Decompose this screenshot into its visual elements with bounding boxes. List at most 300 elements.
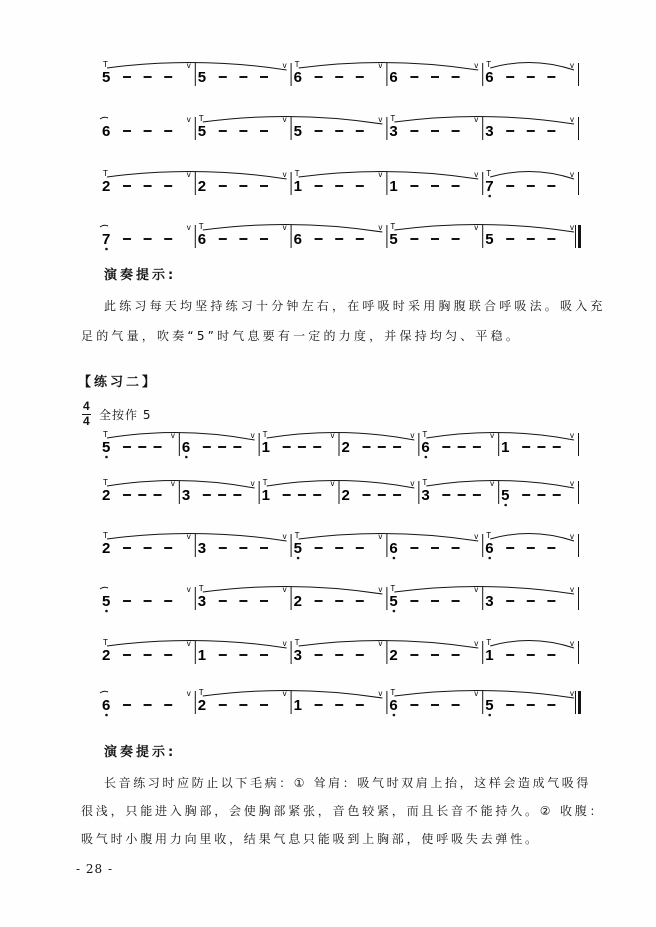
ex2-row-2-tongue-mark: T — [486, 531, 492, 540]
ex2-row-0-breath-mark: v — [330, 431, 335, 440]
ex2-row-3-dash — [260, 600, 268, 602]
ex2-row-0-note: 6 — [181, 439, 191, 456]
ex2-row-5-slur-end — [100, 691, 108, 693]
ex1-row-2-octave-dot — [488, 195, 491, 198]
ex2-row-2-note: 5 — [293, 540, 302, 557]
ex2-row-4-dash — [315, 654, 323, 656]
ex2-row-0-barline — [259, 433, 260, 456]
ex2-row-1-barline — [578, 481, 579, 504]
ex1-row-1-breath-mark: v — [378, 115, 383, 124]
ex2-row-1-slur — [107, 480, 255, 488]
ex1-row-1-note: 3 — [485, 123, 494, 140]
ex1-row-2-note: 1 — [389, 178, 398, 195]
ex2-row-2-dash — [547, 547, 555, 549]
ex2-row-2-dash — [410, 547, 418, 549]
tips2-heading: 演奏提示: — [104, 745, 177, 760]
ex2-row-5-dash — [431, 704, 439, 706]
ex2-row-5-dash — [315, 704, 323, 706]
ex2-row-4-barline — [195, 641, 196, 664]
ex2-row-4-slur — [107, 640, 287, 648]
ex2-row-0-dash — [553, 446, 561, 448]
ex1-row-3-breath-mark: v — [570, 223, 574, 232]
ex1-row-2-dash — [431, 185, 439, 187]
ex1-row-2-barline — [578, 172, 579, 195]
ex2-row-1-slur — [426, 480, 574, 488]
ex2-row-5-dash — [144, 704, 152, 706]
ex2-row-5-dash — [452, 704, 460, 706]
ex1-row-1-dash — [123, 130, 131, 132]
time-signature-top: 4 — [83, 399, 90, 413]
ex2-row-2-note: 2 — [102, 540, 111, 557]
ex2-row-1-dash — [218, 494, 226, 496]
ex2-row-5-barline — [291, 691, 292, 714]
ex2-row-4-dash — [410, 654, 418, 656]
ex2-row-4-barline — [386, 641, 387, 664]
ex2-row-3-dash — [239, 600, 247, 602]
ex2-row-4-barline — [291, 641, 292, 664]
ex1-row-1-dash — [506, 130, 514, 132]
ex1-row-0-note: 6 — [389, 69, 398, 86]
ex1-row-1-dash — [219, 130, 227, 132]
ex2-row-1-barline — [418, 481, 419, 504]
ex2-row-2-note: 6 — [389, 540, 398, 557]
ex1-row-3-note: 6 — [197, 231, 207, 248]
ex2-row-3-dash — [335, 600, 343, 602]
ex2-row-3-dash — [506, 600, 514, 602]
ex2-row-0-barline — [339, 433, 340, 456]
ex2-row-0-tongue-mark: T — [103, 430, 108, 439]
ex2-row-0-dash — [283, 446, 291, 448]
ex2-row-4-dash — [452, 654, 460, 656]
ex1-row-3-breath-mark: v — [474, 223, 479, 232]
ex1-row-1-dash — [335, 130, 343, 132]
ex2-row-2-dash — [219, 547, 227, 549]
ex1-row-3-note: 7 — [102, 231, 111, 248]
ex2-row-0-tongue-mark: T — [262, 430, 268, 439]
ex2-row-0-dash — [298, 446, 306, 448]
ex2-row-4-dash — [335, 654, 343, 656]
ex1-row-2-dash — [219, 185, 227, 187]
ex2-row-4-dash — [356, 654, 364, 656]
ex1-row-1-barline — [195, 117, 196, 140]
ex1-row-0-dash — [239, 76, 247, 78]
ex2-row-1-breath-mark: v — [410, 479, 415, 488]
ex2-row-1-note: 3 — [421, 487, 430, 504]
ex1-row-3-final-barline-thin — [575, 225, 576, 248]
ex2-row-0-octave-dot — [105, 456, 108, 459]
ex2-row-1-dash — [378, 494, 386, 496]
ex1-row-1-dash — [527, 130, 535, 132]
tips2-line-3: 吸气时小腹用力向里收，结果气息只能吸到上胸部，使呼吸失去弹性。 — [81, 832, 540, 846]
ex2-row-4-breath-mark: v — [474, 639, 479, 648]
ex2-row-2-breath-mark: v — [474, 532, 479, 541]
ex2-row-3-breath-mark: v — [474, 585, 479, 594]
ex1-row-2-dash — [506, 185, 514, 187]
ex1-row-3-slur-end — [100, 225, 108, 227]
ex2-row-4-dash — [164, 654, 172, 656]
ex2-row-0-dash — [473, 446, 481, 448]
ex1-row-1-breath-mark: v — [186, 115, 191, 124]
ex1-row-2-dash — [356, 185, 364, 187]
ex2-row-0-dash — [218, 446, 226, 448]
ex2-row-2-breath-mark: v — [186, 532, 191, 541]
ex1-row-0-note: 5 — [102, 69, 111, 86]
ex2-row-0-slur — [107, 432, 255, 440]
ex1-row-0-dash — [527, 76, 535, 78]
ex2-row-2-note: 6 — [485, 540, 494, 557]
ex1-row-2-note: 2 — [102, 178, 111, 195]
ex1-row-1-note: 6 — [102, 123, 111, 140]
ex2-row-5-note: 6 — [102, 697, 111, 714]
ex2-row-5-breath-mark: v — [186, 689, 191, 698]
tips2-line-2: 很浅，只能进入胸部，会使胸部紧张，音色较紧，而且长音不能持久。② 收腹： — [81, 804, 605, 818]
ex2-row-2-barline — [578, 534, 579, 557]
ex1-row-1-note: 3 — [389, 123, 398, 140]
ex2-row-5-dash — [335, 704, 343, 706]
ex2-row-0-octave-dot — [185, 456, 188, 459]
ex1-row-0-barline — [578, 63, 579, 86]
ex2-row-0-dash — [378, 446, 386, 448]
ex2-row-2-breath-mark: v — [378, 532, 383, 541]
ex2-row-1-note: 5 — [501, 487, 510, 504]
ex2-row-2-dash — [260, 547, 268, 549]
ex2-row-5-dash — [260, 704, 268, 706]
ex1-row-1-dash — [452, 130, 460, 132]
ex2-row-1-breath-mark: v — [490, 479, 495, 488]
page-number: - 28 - — [76, 862, 114, 876]
ex1-row-3-slur — [394, 224, 574, 232]
tips2-line-1: 长音练习时应防止以下毛病：① 耸肩：吸气时双肩上抬，这样会造成气吸得 — [104, 776, 591, 790]
ex1-row-3-final-barline-thick — [578, 225, 581, 248]
ex1-row-2-tongue-mark: T — [103, 169, 108, 178]
ex2-row-2-tongue-mark: T — [294, 531, 300, 540]
ex2-row-5-dash — [164, 704, 172, 706]
ex1-row-0-slur — [490, 62, 574, 70]
ex1-row-2-slur — [490, 171, 574, 179]
ex1-row-2-dash — [410, 185, 418, 187]
ex2-row-5-final-barline-thick — [578, 691, 581, 714]
ex2-row-1-dash — [442, 494, 450, 496]
ex1-row-3-slur — [203, 224, 383, 232]
ex1-row-3-dash — [452, 238, 460, 240]
ex2-row-0-dash — [233, 446, 241, 448]
ex1-row-3-tongue-mark: T — [390, 222, 396, 231]
ex1-row-2-dash — [164, 185, 172, 187]
ex2-row-4-dash — [239, 654, 247, 656]
ex2-row-1-dash — [283, 494, 291, 496]
ex2-row-5-note: 2 — [197, 697, 207, 714]
ex2-row-5-octave-dot — [105, 714, 108, 717]
ex2-row-3-note: 5 — [102, 593, 111, 610]
ex2-row-2-dash — [315, 547, 323, 549]
ex1-row-0-breath-mark: v — [378, 61, 383, 70]
ex2-row-4-dash — [219, 654, 227, 656]
ex2-row-0-octave-dot — [425, 456, 428, 459]
ex2-row-0-barline — [578, 433, 579, 456]
ex1-row-3-dash — [547, 238, 555, 240]
ex2-row-1-dash — [203, 494, 211, 496]
ex2-row-2-octave-dot — [393, 557, 396, 560]
ex1-row-3-octave-dot — [105, 248, 108, 251]
ex2-row-0-note: 5 — [102, 439, 111, 456]
ex2-row-0-slur — [426, 432, 574, 440]
ex1-row-1-dash — [547, 130, 555, 132]
ex1-row-1-dash — [239, 130, 247, 132]
ex1-row-0-barline — [195, 63, 196, 86]
exercise2-title: 【练习二】 — [78, 375, 159, 390]
ex2-row-4-dash — [144, 654, 152, 656]
ex1-row-1-dash — [315, 130, 323, 132]
ex1-row-1-barline — [482, 117, 483, 140]
ex2-row-1-tongue-mark: T — [262, 478, 268, 487]
ex2-row-3-note: 2 — [293, 593, 302, 610]
ex1-row-2-dash — [260, 185, 268, 187]
ex2-row-5-note: 6 — [389, 697, 398, 714]
ex1-row-3-barline — [195, 225, 196, 248]
ex1-row-3-breath-mark: v — [186, 223, 191, 232]
ex2-row-0-dash — [363, 446, 371, 448]
ex2-row-0-dash — [123, 446, 131, 448]
ex2-row-5-dash — [410, 704, 418, 706]
ex2-row-4-dash — [506, 654, 514, 656]
ex2-row-3-note: 3 — [197, 593, 207, 610]
ex2-row-5-breath-mark: v — [378, 689, 383, 698]
ex2-row-4-barline — [482, 641, 483, 664]
ex2-row-0-breath-mark: v — [410, 431, 415, 440]
ex1-row-2-barline — [482, 172, 483, 195]
ex2-row-5-barline — [482, 691, 483, 714]
ex1-row-3-tongue-mark: T — [198, 222, 204, 231]
ex2-row-2-barline — [386, 534, 387, 557]
ex2-row-2-slur — [299, 533, 479, 541]
ex2-row-4-note: 1 — [197, 647, 207, 664]
ex2-row-3-tongue-mark: T — [390, 584, 396, 593]
ex1-row-2-breath-mark: v — [474, 170, 479, 179]
ex2-row-0-dash — [537, 446, 545, 448]
ex2-row-5-note: 5 — [485, 697, 494, 714]
ex1-row-0-tongue-mark: T — [486, 60, 492, 69]
ex2-row-1-barline — [498, 481, 499, 504]
ex2-row-3-dash — [315, 600, 323, 602]
ex1-row-3-dash — [260, 238, 268, 240]
ex1-row-0-dash — [315, 76, 323, 78]
ex2-row-1-dash — [313, 494, 321, 496]
ex2-row-2-dash — [164, 547, 172, 549]
ex2-row-2-dash — [356, 547, 364, 549]
ex2-row-4-breath-mark: v — [186, 639, 191, 648]
ex2-row-3-breath-mark: v — [378, 585, 383, 594]
ex2-row-2-octave-dot — [488, 557, 491, 560]
ex1-row-0-note: 6 — [485, 69, 494, 86]
ex2-row-3-slur — [203, 586, 383, 594]
ex1-row-1-dash — [410, 130, 418, 132]
ex2-row-5-final-barline-thin — [575, 691, 576, 714]
ex2-row-3-breath-mark: v — [570, 585, 574, 594]
ex1-row-1-dash — [164, 130, 172, 132]
ex2-row-0-barline — [179, 433, 180, 456]
ex2-row-5-dash — [527, 704, 535, 706]
ex1-row-0-dash — [452, 76, 460, 78]
ex1-row-1-dash — [260, 130, 268, 132]
ex1-row-0-dash — [123, 76, 131, 78]
ex2-row-5-note: 1 — [293, 697, 302, 714]
ex2-row-0-dash — [442, 446, 450, 448]
ex2-row-3-octave-dot — [393, 610, 396, 613]
ex1-row-2-slur — [299, 171, 479, 179]
ex1-row-3-note: 5 — [389, 231, 398, 248]
ex1-row-0-note: 5 — [197, 69, 207, 86]
ex1-row-3-dash — [527, 238, 535, 240]
ex2-row-2-breath-mark: v — [570, 532, 574, 541]
ex1-row-0-dash — [144, 76, 152, 78]
ex2-row-3-dash — [452, 600, 460, 602]
ex1-row-1-breath-mark: v — [474, 115, 479, 124]
ex2-row-4-note: 2 — [389, 647, 398, 664]
ex1-row-3-dash — [315, 238, 323, 240]
ex2-row-1-breath-mark: v — [570, 479, 574, 488]
ex2-row-3-barline — [482, 587, 483, 610]
ex1-row-0-barline — [291, 63, 292, 86]
ex2-row-3-barline — [291, 587, 292, 610]
ex2-row-4-slur — [299, 640, 479, 648]
ex2-row-0-note: 2 — [341, 439, 350, 456]
ex2-row-2-dash — [452, 547, 460, 549]
ex1-row-3-breath-mark: v — [378, 223, 383, 232]
ex1-row-3-dash — [219, 238, 227, 240]
ex2-row-5-dash — [219, 704, 227, 706]
ex2-row-1-dash — [138, 494, 146, 496]
ex2-row-3-dash — [164, 600, 172, 602]
ex2-row-1-dash — [233, 494, 241, 496]
tips1-line-1: 此练习每天均坚持练习十分钟左右，在呼吸时采用胸腹联合呼吸法。吸入充 — [104, 299, 606, 313]
ex1-row-1-dash — [431, 130, 439, 132]
ex2-row-0-breath-mark: v — [250, 431, 255, 440]
ex2-row-1-dash — [123, 494, 131, 496]
ex1-row-0-slur — [299, 62, 479, 70]
ex2-row-4-breath-mark: v — [378, 639, 383, 648]
ex2-row-3-octave-dot — [105, 610, 108, 613]
ex2-row-2-dash — [239, 547, 247, 549]
ex2-row-2-note: 3 — [197, 540, 207, 557]
ex2-row-5-breath-mark: v — [570, 689, 574, 698]
ex2-row-1-dash — [154, 494, 162, 496]
ex1-row-1-breath-mark: v — [282, 115, 287, 124]
ex2-row-0-dash — [313, 446, 321, 448]
ex2-row-4-slur — [490, 640, 574, 648]
ex2-row-3-dash — [527, 600, 535, 602]
ex1-row-2-note: 7 — [485, 178, 494, 195]
ex2-row-3-barline — [386, 587, 387, 610]
ex1-row-0-dash — [431, 76, 439, 78]
ex2-row-4-dash — [527, 654, 535, 656]
ex2-row-5-barline — [195, 691, 196, 714]
ex2-row-4-tongue-mark: T — [103, 638, 108, 647]
ex2-row-1-dash — [393, 494, 401, 496]
ex2-row-3-tongue-mark: T — [198, 584, 204, 593]
ex2-row-3-barline — [195, 587, 196, 610]
ex1-row-2-tongue-mark: T — [486, 169, 492, 178]
ex2-row-5-slur — [394, 690, 574, 698]
ex1-row-3-note: 6 — [293, 231, 302, 248]
ex1-row-3-barline — [386, 225, 387, 248]
ex2-row-1-note: 1 — [261, 487, 271, 504]
ex1-row-2-barline — [195, 172, 196, 195]
ex1-row-0-breath-mark: v — [570, 61, 574, 70]
ex1-row-2-note: 2 — [197, 178, 207, 195]
ex1-row-3-dash — [239, 238, 247, 240]
ex1-row-2-note: 1 — [293, 178, 302, 195]
ex2-row-5-dash — [506, 704, 514, 706]
ex2-row-4-note: 1 — [485, 647, 494, 664]
ex2-row-4-dash — [123, 654, 131, 656]
ex1-row-3-dash — [506, 238, 514, 240]
ex1-row-1-note: 5 — [293, 123, 302, 140]
ex2-row-1-barline — [339, 481, 340, 504]
ex2-row-0-dash — [154, 446, 162, 448]
ex2-row-1-dash — [537, 494, 545, 496]
ex1-row-2-dash — [123, 185, 131, 187]
ex1-row-1-dash — [356, 130, 364, 132]
ex1-row-2-breath-mark: v — [570, 170, 574, 179]
ex1-row-0-barline — [386, 63, 387, 86]
ex2-row-0-barline — [418, 433, 419, 456]
ex1-row-1-note: 5 — [197, 123, 207, 140]
ex2-row-2-dash — [123, 547, 131, 549]
ex2-row-5-octave-dot — [488, 714, 491, 717]
ex1-row-1-tongue-mark: T — [198, 114, 204, 123]
ex1-row-3-dash — [144, 238, 152, 240]
ex2-row-5-tongue-mark: T — [198, 688, 204, 697]
ex2-row-4-tongue-mark: T — [294, 638, 300, 647]
ex1-row-2-dash — [239, 185, 247, 187]
ex2-row-0-dash — [522, 446, 530, 448]
ex2-row-3-dash — [431, 600, 439, 602]
ex2-row-1-dash — [363, 494, 371, 496]
ex2-row-0-tongue-mark: T — [422, 430, 428, 439]
ex1-row-2-dash — [335, 185, 343, 187]
ex2-row-0-note: 1 — [501, 439, 510, 456]
ex1-row-2-dash — [144, 185, 152, 187]
ex2-row-5-dash — [239, 704, 247, 706]
ex1-row-0-tongue-mark: T — [103, 60, 108, 69]
ex2-row-0-breath-mark: v — [570, 431, 574, 440]
ex2-row-1-barline — [179, 481, 180, 504]
ex2-row-2-barline — [291, 534, 292, 557]
ex2-row-0-slur — [267, 432, 415, 440]
ex2-row-5-barline — [386, 691, 387, 714]
ex2-row-2-dash — [431, 547, 439, 549]
ex2-row-0-breath-mark: v — [490, 431, 495, 440]
ex2-row-2-dash — [527, 547, 535, 549]
ex2-row-5-octave-dot — [393, 714, 396, 717]
ex1-row-2-breath-mark: v — [186, 170, 191, 179]
ex1-row-3-dash — [164, 238, 172, 240]
ex2-row-3-dash — [219, 600, 227, 602]
ex2-row-3-slur-end — [100, 587, 108, 589]
ex1-row-3-dash — [356, 238, 364, 240]
ex1-row-2-tongue-mark: T — [294, 169, 300, 178]
ex1-row-0-dash — [335, 76, 343, 78]
ex1-row-1-tongue-mark: T — [390, 114, 396, 123]
ex1-row-3-barline — [482, 225, 483, 248]
ex1-row-2-breath-mark: v — [378, 170, 383, 179]
ex2-row-3-dash — [547, 600, 555, 602]
ex2-row-5-slur — [203, 690, 383, 698]
ex2-row-4-note: 2 — [102, 647, 111, 664]
ex1-row-1-dash — [144, 130, 152, 132]
ex1-row-1-slur-end — [100, 117, 108, 119]
ex2-row-3-dash — [144, 600, 152, 602]
